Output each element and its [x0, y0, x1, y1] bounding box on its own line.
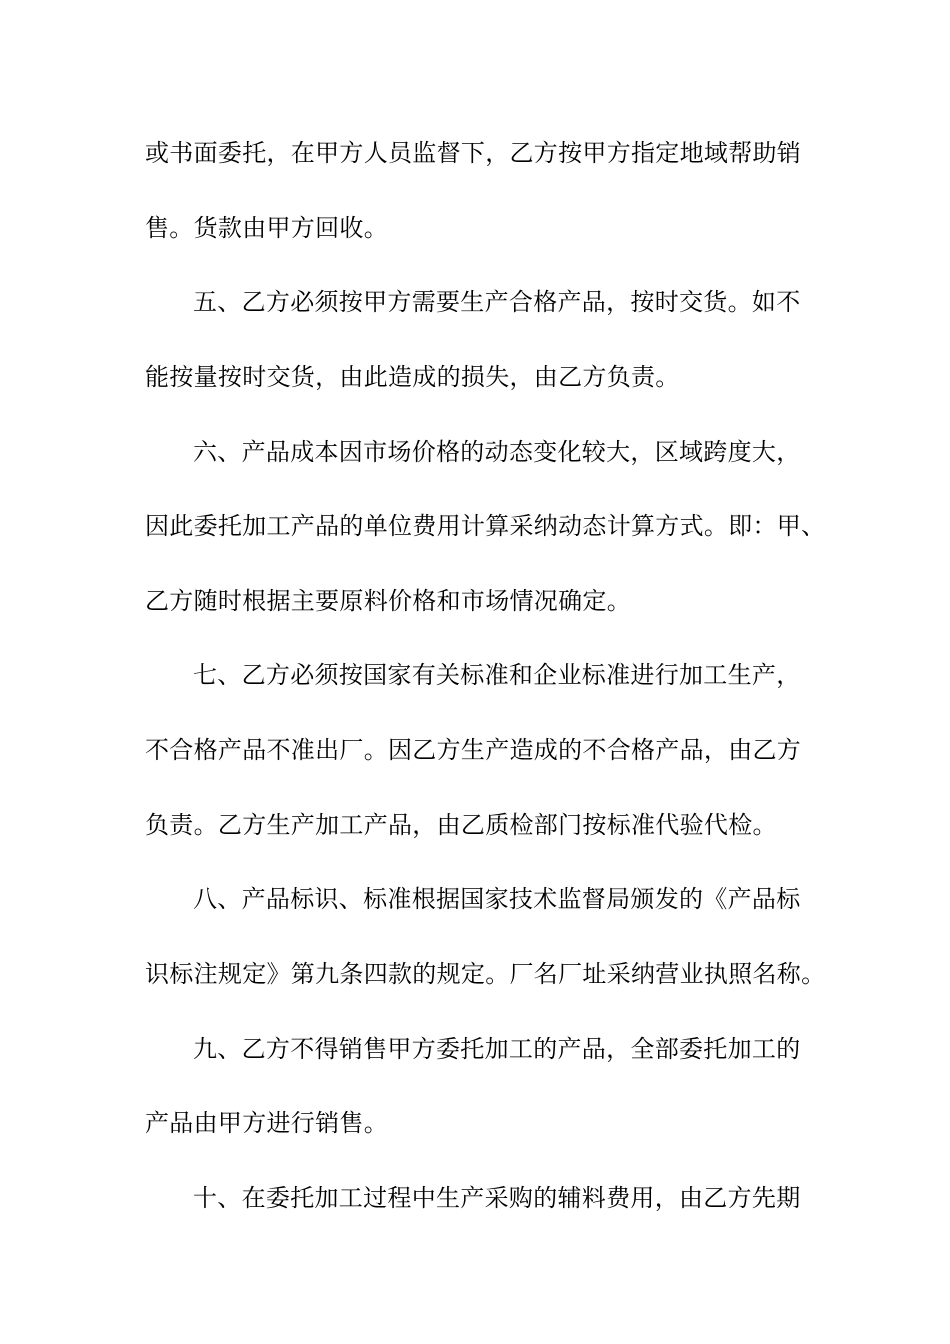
- paragraph-ten-line: 十、在委托加工过程中生产采购的辅料费用，由乙方先期: [193, 1184, 801, 1212]
- paragraph-seven-line: 七、乙方必须按国家有关标准和企业标准进行加工生产，: [193, 661, 801, 689]
- text-line: 乙方随时根据主要原料价格和市场情况确定。: [145, 587, 631, 615]
- paragraph-eight-line: 八、产品标识、标准根据国家技术监督局颁发的《产品标: [193, 885, 801, 913]
- text-line: 因此委托加工产品的单位费用计算采纳动态计算方式。即：甲、: [145, 512, 826, 540]
- text-line: 识标注规定》第九条四款的规定。厂名厂址采纳营业执照名称。: [145, 960, 826, 988]
- paragraph-six-line: 六、产品成本因市场价格的动态变化较大，区域跨度大，: [193, 438, 801, 466]
- text-line: 不合格产品不准出厂。因乙方生产造成的不合格产品，由乙方: [145, 736, 802, 764]
- paragraph-five-line: 五、乙方必须按甲方需要生产合格产品，按时交货。如不: [193, 288, 801, 316]
- text-line: 能按量按时交货，由此造成的损失，由乙方负责。: [145, 363, 680, 391]
- text-line: 产品由甲方进行销售。: [145, 1109, 388, 1137]
- text-line: 售。货款由甲方回收。: [145, 214, 388, 242]
- text-line: 负责。乙方生产加工产品，由乙质检部门按标准代验代检。: [145, 811, 777, 839]
- paragraph-nine-line: 九、乙方不得销售甲方委托加工的产品，全部委托加工的: [193, 1035, 801, 1063]
- text-line: 或书面委托，在甲方人员监督下，乙方按甲方指定地域帮助销: [145, 139, 802, 167]
